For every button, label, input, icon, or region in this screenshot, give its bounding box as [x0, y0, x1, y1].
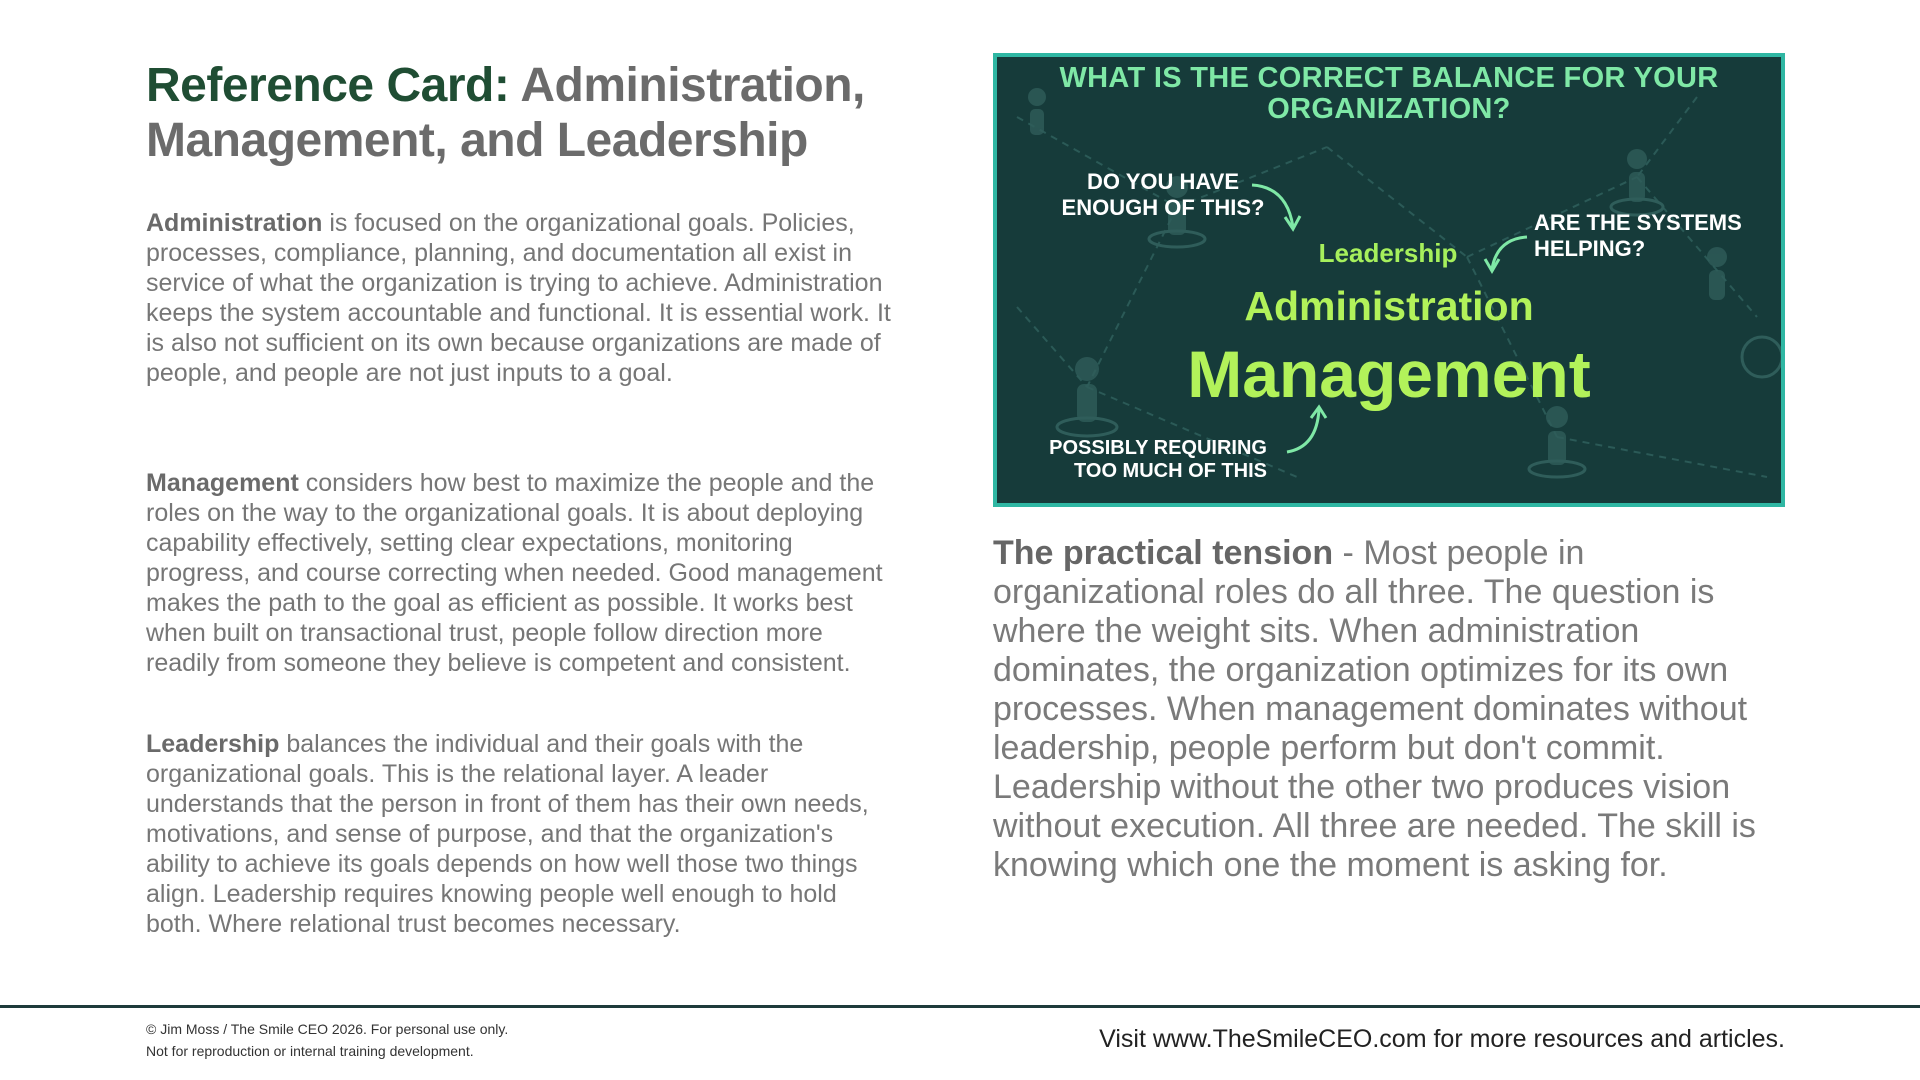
management-label: Management [1187, 337, 1591, 411]
administration-paragraph [146, 208, 898, 388]
administration-label: Administration [1244, 283, 1534, 329]
tension-text: - Most people in organizational roles do all three. The question is where the weight sits. When administration dominates, the organization optimizes for its own processes. When management dominates without leadership, people perform but don't commit. Leadership without the other two produces vision without execution. All three are needed. The skill is knowing which one the moment is asking for. [993, 534, 1756, 884]
administration-text: is focused on the organizational goals. Policies, processes, compliance, planning, and documentation all exist in service of what the organization is trying to achieve. Administration keeps the system accountable and functional. It is essential work. It is also not sufficient on its own because organizations are made of people, and people are not just inputs to a goal. [146, 209, 891, 387]
administration-term: Administration [146, 209, 323, 237]
leadership-text: balances the individual and their goals with the organizational goals. This is the relational layer. A leader understands that the person in front of them has their own needs, motivations, and sense of purpose, and that the organization's ability to achieve its goals depends on how well those two things align. Leadership requires knowing people well enough to hold both. Where relational trust becomes necessary. [146, 730, 869, 938]
tension-term: The practical tension [993, 534, 1334, 572]
leadership-paragraph [146, 729, 898, 939]
copyright-notice [146, 1018, 666, 1062]
page-title [146, 58, 906, 168]
tension-paragraph [993, 534, 1785, 885]
management-text: considers how best to maximize the people and the roles on the way to the organizational goals. It is about deploying capability effectively, setting clear expectations, monitoring progress, and course correcting when needed. Good management makes the path to the goal as efficient as possible. It works best when built on transactional trust, people follow direction more readily from someone they believe is competent and consistent. [146, 469, 883, 677]
balance-infographic [993, 53, 1785, 507]
title-rest: Administration, Management, and Leadership [146, 59, 865, 167]
balance-question: WHAT IS THE CORRECT BALANCE FOR YOUR ORGANIZATION? [1059, 62, 1719, 125]
visit-link-text: Visit www.TheSmileCEO.com for more resources and articles. [1099, 1025, 1785, 1053]
too-much-callout: POSSIBLY REQUIRING TOO MUCH OF THIS [1049, 437, 1267, 482]
leadership-label: Leadership [1318, 238, 1458, 268]
footer-divider [0, 1005, 1920, 1008]
management-paragraph [146, 468, 898, 678]
systems-callout: ARE THE SYSTEMS HELPING? [1534, 210, 1742, 261]
management-term: Management [146, 469, 299, 497]
copyright-line-2: Not for reproduction or internal training development. [146, 1043, 474, 1059]
leadership-term: Leadership [146, 730, 280, 758]
title-lead: Reference Card: [146, 59, 510, 112]
copyright-line-1: © Jim Moss / The Smile CEO 2026. For personal use only. [146, 1021, 509, 1037]
enough-callout: DO YOU HAVE ENOUGH OF THIS? [1061, 169, 1265, 220]
